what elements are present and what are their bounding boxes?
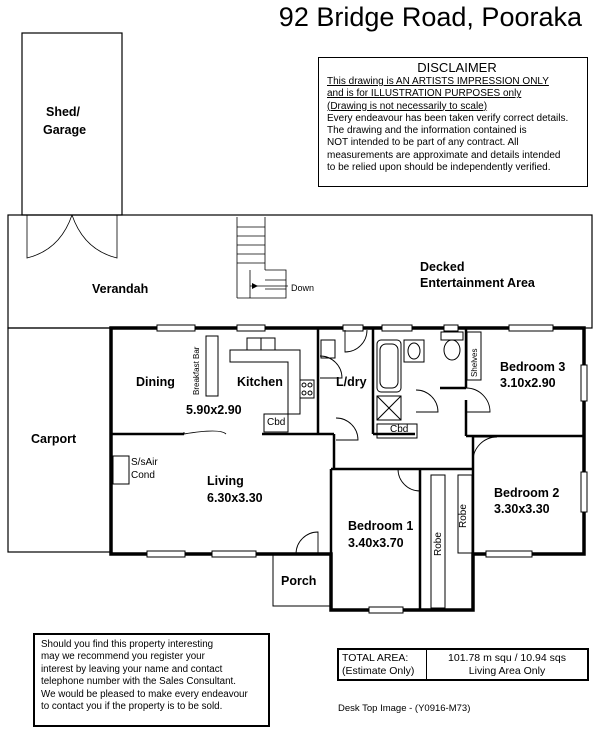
bedroom-2-dims: 3.30x3.30 (494, 502, 550, 516)
window-living-2 (212, 551, 256, 557)
stairs-arrow (252, 283, 258, 289)
bath-cbd-label: Cbd (390, 424, 409, 435)
disclaimer-box (318, 57, 588, 187)
notice-line: We would be pleased to make every endeavour (41, 688, 248, 700)
porch-label: Porch (281, 574, 317, 588)
bedroom-3-label: Bedroom 3 (500, 360, 566, 374)
breakfast-bar (206, 336, 218, 396)
disclaimer-line: NOT intended to be part of any contract. All (327, 137, 519, 149)
toilet-cistern (441, 332, 463, 340)
bedroom-1-dims: 3.40x3.70 (348, 536, 404, 550)
window-bed3-side (581, 365, 587, 401)
door-bed1 (398, 469, 420, 491)
total-area-label (339, 650, 427, 679)
window-living-1 (147, 551, 185, 557)
verandah-outline (8, 215, 592, 328)
disclaimer-line: (Drawing is not necessarily to scale) (327, 100, 488, 112)
notice-line: Should you find this property interesting (41, 639, 214, 650)
cooktop (300, 380, 314, 398)
kitchen-label: Kitchen (237, 375, 283, 389)
bedroom-1-label: Bedroom 1 (348, 519, 414, 533)
disclaimer-heading: DISCLAIMER (417, 60, 497, 75)
notice-line: to contact you if the property is to be sold. (41, 701, 223, 713)
notice-line: may we recommend you register your (41, 651, 205, 663)
window-laundry (343, 325, 363, 331)
living-dims: 6.30x3.30 (207, 491, 263, 505)
door-dining (184, 431, 226, 434)
window-toilet (444, 325, 458, 331)
disclaimer-line: This drawing is AN ARTISTS IMPRESSION ONLY (327, 76, 549, 87)
notice-line: telephone number with the Sales Consultant. (41, 676, 236, 688)
kitchen-dims: 5.90x2.90 (186, 403, 242, 417)
air-cond-unit (113, 456, 129, 484)
stairs (237, 217, 288, 298)
air-cond-label-1: S/sAir (131, 457, 158, 468)
entertainment-area-label: Entertainment Area (420, 276, 535, 290)
toilet-bowl (444, 340, 460, 360)
total-area-label-2: (Estimate Only) (342, 665, 415, 677)
laundry-trough (321, 340, 335, 358)
shed-door-right (72, 215, 117, 258)
disclaimer-line: The drawing and the information contained is (327, 125, 527, 137)
bedroom-2-label: Bedroom 2 (494, 486, 560, 500)
shed-label: Shed/ (46, 105, 81, 119)
disclaimer-line: to be relied upon should be independently verified. (327, 162, 551, 174)
window-kitchen (237, 325, 265, 331)
notice-line: interest by leaving your name and contact (41, 663, 223, 675)
verandah-label: Verandah (92, 282, 149, 296)
property-title: 92 Bridge Road, Pooraka (278, 2, 582, 32)
laundry-label: L/dry (336, 375, 367, 389)
air-cond-label-2: Cond (131, 470, 155, 481)
decked-label: Decked (420, 260, 465, 274)
window-bed3 (509, 325, 553, 331)
shelves-label: Shelves (470, 348, 479, 377)
door-laundry-ext (345, 330, 367, 352)
interest-notice-box (33, 633, 270, 727)
robe-2-label: Robe (458, 504, 469, 528)
total-area-value (427, 650, 587, 679)
dining-label: Dining (136, 375, 175, 389)
kitchen-cbd-label: Cbd (267, 417, 286, 428)
breakfast-bar-label: Breakfast Bar (192, 346, 201, 395)
total-area-value-1: 101.78 m squ / 10.94 sqs (448, 652, 566, 664)
door-front (296, 532, 318, 554)
window-bath (382, 325, 412, 331)
total-area-box (337, 648, 589, 681)
window-bed2 (486, 551, 532, 557)
door-hall (336, 418, 358, 440)
disclaimer-line: measurements are approximate and details intended (327, 149, 561, 161)
window-bed1 (369, 607, 403, 613)
window-bed2-side (581, 472, 587, 512)
garage-label: Garage (43, 123, 87, 137)
bedroom-3-dims: 3.10x2.90 (500, 376, 556, 390)
door-bed3 (466, 388, 490, 412)
window-dining (157, 325, 195, 331)
footer-reference: Desk Top Image - (Y0916-M73) (338, 703, 471, 714)
robe-1-label: Robe (433, 532, 444, 556)
total-area-label-1: TOTAL AREA: (342, 652, 409, 664)
living-label: Living (207, 474, 244, 488)
door-bed2 (473, 437, 497, 461)
down-label: Down (291, 283, 315, 293)
total-area-value-2: Living Area Only (468, 665, 546, 677)
door-bath (416, 390, 438, 412)
carport-label: Carport (31, 432, 77, 446)
disclaimer-line: and is for ILLUSTRATION PURPOSES only (327, 88, 522, 100)
disclaimer-line: Every endeavour has been taken verify correct details. (327, 112, 569, 124)
shed-door-left (27, 215, 72, 258)
